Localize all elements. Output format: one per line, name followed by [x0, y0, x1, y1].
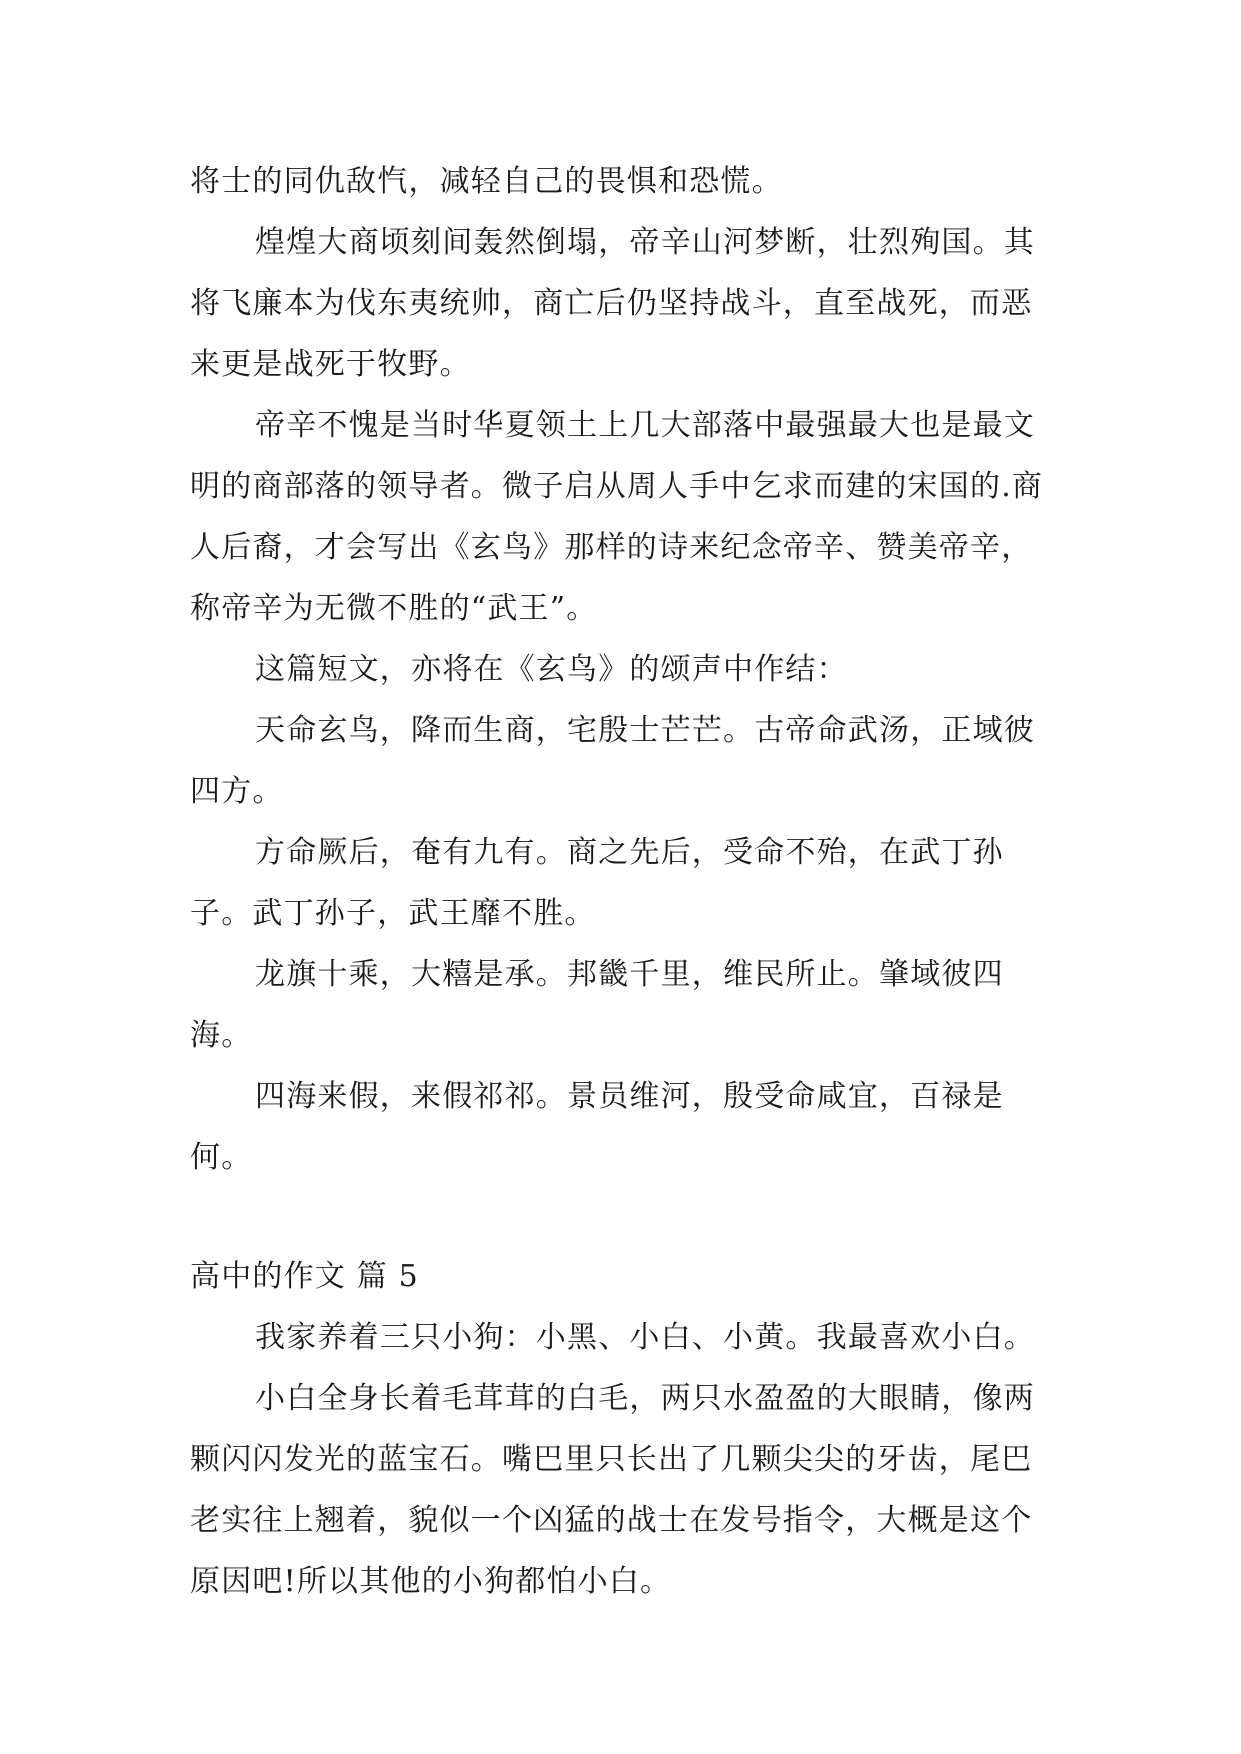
- section-title: 高中的作文 篇 5: [190, 1259, 419, 1294]
- poem-stanza: 方命厥后，奄有九有。商之先后，受命不殆，在武丁孙子。武丁孙子，武王靡不胜。: [190, 835, 1004, 931]
- paragraph: 小白全身长着毛茸茸的白毛，两只水盈盈的大眼睛，像两颗闪闪发光的蓝宝石。嘴巴里只长出了几颗尖尖的牙齿，尾巴老实往上翘着，貌似一个凶猛的战士在发号指令，大概是这个原因吧!所以其他的小狗都怕小白。: [190, 1381, 1035, 1599]
- paragraph: 煌煌大商顷刻间轰然倒塌，帝辛山河梦断，壮烈殉国。其将飞廉本为伐东夷统帅，商亡后仍坚持战斗，直至战死，而恶来更是战死于牧野。: [190, 225, 1035, 382]
- paragraph: 帝辛不愧是当时华夏领土上几大部落中最强最大也是最文明的商部落的领导者。微子启从周人手中乞求而建的宋国的.商人后裔，才会写出《玄鸟》那样的诗来纪念帝辛、赞美帝辛，称帝辛为无微不胜的“武王”。: [190, 408, 1044, 626]
- paragraph: 这篇短文，亦将在《玄鸟》的颂声中作结：: [255, 652, 848, 687]
- paragraph: 我家养着三只小狗：小黑、小白、小黄。我最喜欢小白。: [255, 1320, 1035, 1355]
- poem-stanza: 龙旗十乘，大糦是承。邦畿千里，维民所止。肇域彼四海。: [190, 957, 1004, 1053]
- poem-stanza: 四海来假，来假祁祁。景员维河，殷受命咸宜，百禄是何。: [190, 1079, 1004, 1175]
- poem-stanza: 天命玄鸟，降而生商，宅殷士芒芒。古帝命武汤，正域彼四方。: [190, 713, 1035, 809]
- paragraph-continuation: 将士的同仇敌忾，减轻自己的畏惧和恐慌。: [190, 164, 783, 199]
- document-body: [190, 151, 1050, 1612]
